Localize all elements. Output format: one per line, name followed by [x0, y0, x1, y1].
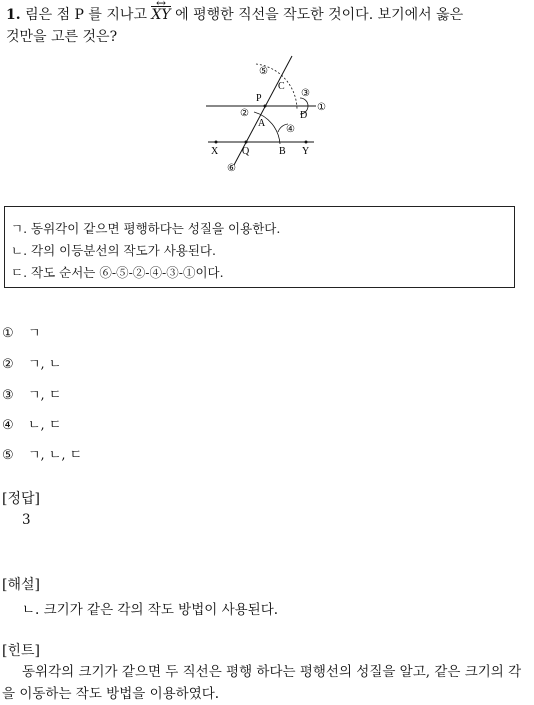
choice-text: ㄱ, ㄴ, ㄷ: [28, 448, 83, 463]
choice-2[interactable]: [2, 353, 61, 372]
choice-mark: ④: [2, 418, 14, 433]
choice-1[interactable]: [2, 322, 41, 341]
step-2-label: ②: [240, 108, 249, 119]
statements-box: [4, 206, 515, 288]
hint-label: [힌트]: [2, 643, 40, 659]
statement-item: ㄷ. 작도 순서는 ⑥-⑤-②-④-③-①이다.: [11, 265, 224, 280]
choice-5[interactable]: [2, 444, 82, 463]
explanation-label: [해설]: [2, 577, 40, 593]
answer-value: 3: [22, 512, 31, 528]
choice-4[interactable]: [2, 414, 61, 433]
step-6-label: ⑥: [227, 163, 236, 174]
line-xy-symbol: XY ↔: [151, 6, 170, 24]
question-line-2: 것만을 고른 것은?: [6, 29, 118, 45]
label-b: B: [279, 146, 286, 157]
choice-mark: ①: [2, 326, 14, 341]
choice-3[interactable]: [2, 384, 61, 403]
choice-text: ㄴ, ㄷ: [28, 418, 62, 433]
label-c: C: [278, 81, 285, 92]
label-x: X: [211, 146, 219, 157]
label-d: D: [300, 110, 308, 121]
statement-item: ㄱ. 동위각이 같으면 평행하다는 성질을 이용한다.: [11, 221, 281, 236]
question-text-start: 림은 점 P 를 지나고: [25, 7, 147, 23]
step-4-label: ④: [286, 124, 295, 135]
step-1-label: ①: [317, 102, 326, 113]
statement-item: ㄴ. 각의 이등분선의 작도가 사용된다.: [11, 243, 216, 258]
point-q: [245, 141, 248, 144]
point-p: [264, 105, 267, 108]
step-5-label: ⑤: [259, 66, 268, 77]
hint-text: 동위각의 크기가 같으면 두 직선은 평행 하다는 평행선의 성질을 알고, 같은 크기의 각을 이동하는 작도 방법을 이용하였다.: [2, 664, 522, 702]
answer-label: [정답]: [2, 491, 40, 507]
choice-text: ㄱ, ㄷ: [28, 388, 62, 403]
explanation-text: ㄴ. 크기가 같은 각의 작도 방법이 사용된다.: [22, 602, 279, 618]
choice-text: ㄱ, ㄴ: [28, 357, 62, 372]
choice-text: ㄱ: [28, 326, 41, 341]
question-text-end: 에 평행한 직선을 작도한 것이다. 보기에서 옳은: [175, 7, 464, 23]
point-y: [305, 141, 308, 144]
choice-mark: ③: [2, 388, 14, 403]
question-number: 1.: [6, 7, 21, 23]
question-line-1: [6, 6, 463, 24]
label-p: P: [256, 93, 262, 104]
point-x: [215, 141, 218, 144]
label-a: A: [258, 118, 266, 129]
label-y: Y: [302, 146, 310, 157]
choice-mark: ②: [2, 357, 14, 372]
construction-figure: [196, 52, 336, 177]
label-q: Q: [242, 146, 250, 157]
step-3-label: ③: [301, 88, 310, 99]
choice-mark: ⑤: [2, 448, 14, 463]
